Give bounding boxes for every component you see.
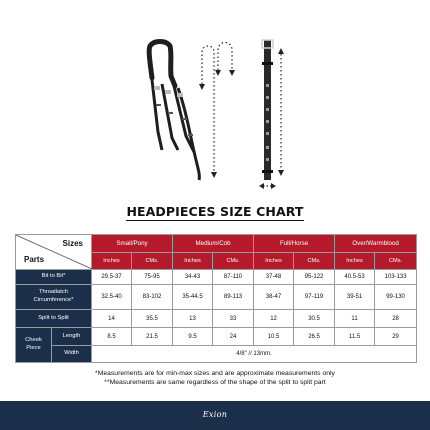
sizes-label: Sizes [62,239,83,248]
unit-header: Inches [335,252,375,270]
row-label-throatlatch [16,285,92,310]
row-label-bit-to-bit: Bit to Bit* [16,270,92,285]
chart-title: HEADPIECES SIZE CHART [126,204,304,219]
cheek-piece-image [262,40,273,180]
measurement-notes [0,370,430,388]
table-cell: 14 [92,310,132,328]
row-label-cheek-piece [16,328,52,363]
table-cell: 99-130 [375,285,417,310]
row-label-line: Throatlatch [39,289,68,296]
size-header-full: Full/Horse [254,235,335,253]
table-cell: 24 [213,328,254,346]
unit-header: CMs. [294,252,335,270]
size-chart-table [15,234,417,363]
table-cell: 29 [375,328,417,346]
table-cell: 33 [213,310,254,328]
row-label-split-to-split: Split to Split [16,310,92,328]
table-cell: 28 [375,310,417,328]
table-cell: 10.5 [254,328,294,346]
table-cell: 12 [254,310,294,328]
row-label-length: Length [52,328,92,346]
table-corner-header [16,235,92,270]
table-cell: 75-95 [132,270,173,285]
table-cell: 40.5-53 [335,270,375,285]
table-cell: 32.5-40 [92,285,132,310]
table-cell: 34-43 [173,270,213,285]
table-cell: 30.5 [294,310,335,328]
row-label-line: Cheek [25,337,42,344]
parts-label: Parts [24,255,45,264]
table-cell: 97-119 [294,285,335,310]
table-cell: 11 [335,310,375,328]
table-cell: 37-48 [254,270,294,285]
table-cell: 87-110 [213,270,254,285]
headpiece-product-image [0,0,430,200]
size-header-small: Small/Pony [92,235,173,253]
crown-strap [149,42,175,87]
note-line: *Measurements are for min-max sizes and are approximate measurements only [95,370,335,377]
unit-header: CMs. [375,252,417,270]
table-cell: 38-47 [254,285,294,310]
table-cell: 11.5 [335,328,375,346]
row-label-line: Circumference* [33,297,74,303]
row-label-width: Width [52,346,92,363]
unit-header: CMs. [213,252,254,270]
bit-to-bit-measure-line [202,46,214,176]
footer-bar [0,401,430,430]
unit-header: Inches [254,252,294,270]
table-cell: 9.5 [173,328,213,346]
unit-header: Inches [173,252,213,270]
table-cell-width: 4/8" // 13mm. [92,346,417,363]
table-cell: 21.5 [132,328,173,346]
unit-header: Inches [92,252,132,270]
row-label-line: Piece [26,345,41,351]
table-cell: 39-51 [335,285,375,310]
table-cell: 26.5 [294,328,335,346]
table-cell: 35.5 [132,310,173,328]
table-cell: 29.5-37 [92,270,132,285]
table-cell: 83-102 [132,285,173,310]
size-header-over: Over/Warmblood [335,235,417,253]
cheek-strap-left [152,80,162,150]
table-cell: 95-122 [294,270,335,285]
table-cell: 35-44.5 [173,285,213,310]
unit-header: CMs. [132,252,173,270]
table-cell: 8.5 [92,328,132,346]
brand-logo: Exion [202,410,228,419]
note-line: **Measurements are same regardless of the shape of the split to split part [104,378,326,386]
table-cell: 103-133 [375,270,417,285]
size-header-medium: Medium/Cob [173,235,254,253]
table-cell: 13 [173,310,213,328]
table-cell: 89-113 [213,285,254,310]
